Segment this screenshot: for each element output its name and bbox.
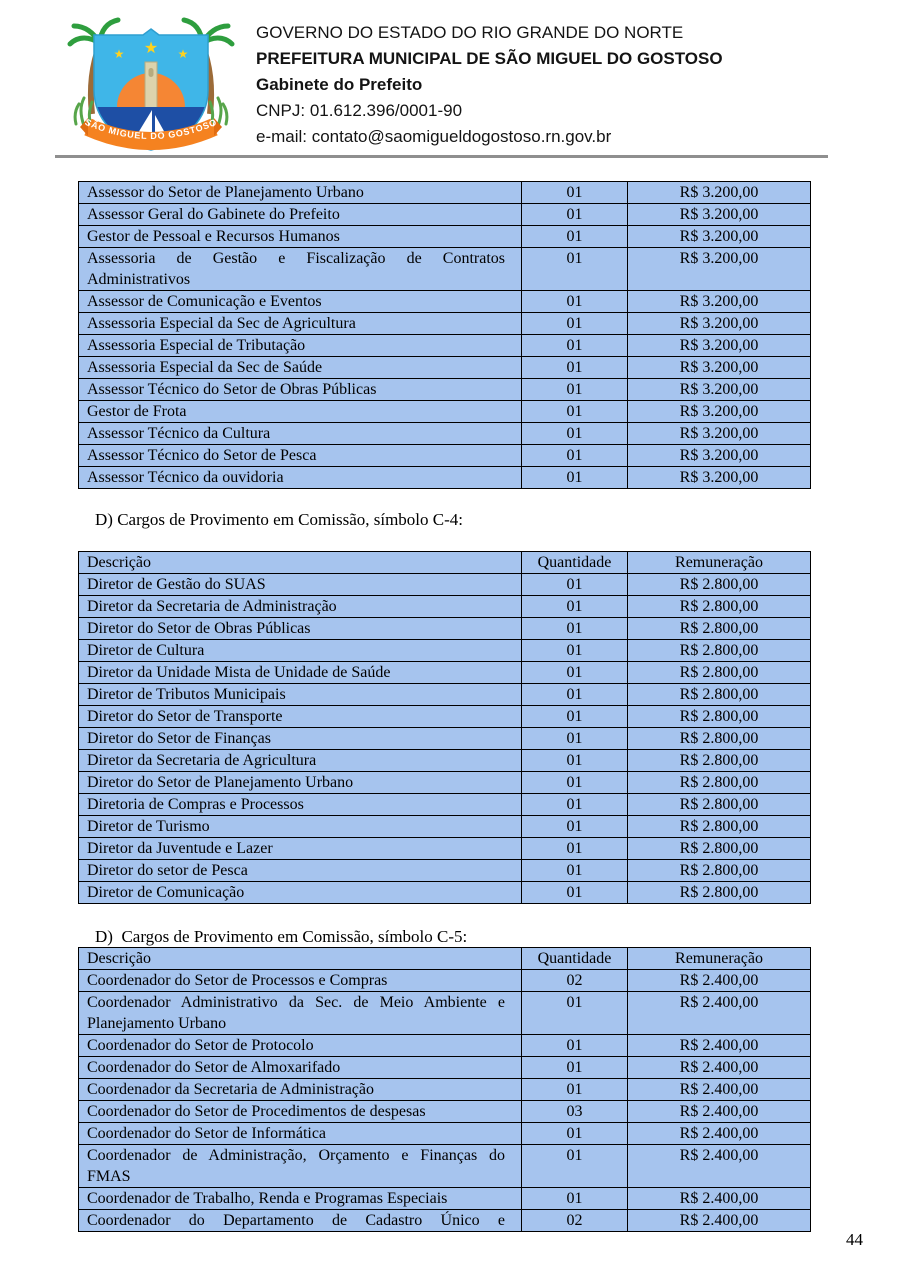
cell-quantidade: 01 xyxy=(522,1057,628,1079)
cell-descricao: Coordenador do Setor de Almoxarifado xyxy=(79,1057,522,1079)
cell-quantidade: 01 xyxy=(522,1035,628,1057)
cell-descricao: Diretor da Secretaria de Agricultura xyxy=(79,750,522,772)
table-row xyxy=(79,1035,811,1057)
cell-remuneracao: R$ 2.800,00 xyxy=(628,574,811,596)
table-row xyxy=(79,596,811,618)
cell-remuneracao: R$ 2.400,00 xyxy=(628,992,811,1035)
cell-remuneracao: R$ 2.800,00 xyxy=(628,860,811,882)
cell-remuneracao: R$ 2.800,00 xyxy=(628,596,811,618)
star-icon: ★ xyxy=(113,47,125,61)
cell-quantidade: 02 xyxy=(522,1210,628,1232)
cell-quantidade: 01 xyxy=(522,291,628,313)
star-icon: ★ xyxy=(177,47,189,61)
cell-quantidade: 01 xyxy=(522,335,628,357)
cell-remuneracao: R$ 2.400,00 xyxy=(628,1210,811,1232)
cell-quantidade: 01 xyxy=(522,1123,628,1145)
table-row xyxy=(79,860,811,882)
cell-remuneracao: R$ 2.400,00 xyxy=(628,1101,811,1123)
cell-remuneracao: R$ 2.400,00 xyxy=(628,1145,811,1188)
cell-quantidade: 01 xyxy=(522,838,628,860)
cell-remuneracao: R$ 3.200,00 xyxy=(628,445,811,467)
cell-descricao: Coordenador de Trabalho, Renda e Programas Especiais xyxy=(79,1188,522,1210)
cell-remuneracao: R$ 3.200,00 xyxy=(628,335,811,357)
table-row xyxy=(79,794,811,816)
cell-descricao: Diretor de Cultura xyxy=(79,640,522,662)
cell-quantidade: 01 xyxy=(522,1188,628,1210)
cell-descricao: Diretor da Secretaria de Administração xyxy=(79,596,522,618)
table-row xyxy=(79,1188,811,1210)
cell-remuneracao: R$ 2.800,00 xyxy=(628,640,811,662)
cell-descricao: Diretor da Unidade Mista de Unidade de Saúde xyxy=(79,662,522,684)
cell-remuneracao: R$ 3.200,00 xyxy=(628,248,811,291)
cell-quantidade: 01 xyxy=(522,816,628,838)
table-row xyxy=(79,204,811,226)
cell-remuneracao: R$ 3.200,00 xyxy=(628,401,811,423)
cell-descricao: Assessor Técnico do Setor de Pesca xyxy=(79,445,522,467)
cell-quantidade: 01 xyxy=(522,992,628,1035)
cell-quantidade: 02 xyxy=(522,970,628,992)
table-row xyxy=(79,248,811,291)
cell-descricao: Diretor do Setor de Transporte xyxy=(79,706,522,728)
column-header-quantidade: Quantidade xyxy=(522,552,628,574)
cell-descricao: Assessor Técnico da Cultura xyxy=(79,423,522,445)
cell-descricao: Diretor de Comunicação xyxy=(79,882,522,904)
cell-descricao: Assessoria Especial de Tributação xyxy=(79,335,522,357)
cell-descricao: Assessor Técnico da ouvidoria xyxy=(79,467,522,489)
cell-quantidade: 01 xyxy=(522,445,628,467)
cell-descricao: Gestor de Frota xyxy=(79,401,522,423)
header-divider xyxy=(55,155,828,158)
cell-descricao: Assessor do Setor de Planejamento Urbano xyxy=(79,182,522,204)
table-row xyxy=(79,750,811,772)
cell-quantidade: 01 xyxy=(522,423,628,445)
cell-quantidade: 03 xyxy=(522,1101,628,1123)
cell-remuneracao: R$ 2.800,00 xyxy=(628,750,811,772)
table-row xyxy=(79,574,811,596)
cell-remuneracao: R$ 2.400,00 xyxy=(628,970,811,992)
section-heading-c5: D) Cargos de Provimento em Comissão, símbolo C-5: xyxy=(95,927,468,946)
cell-remuneracao: R$ 2.800,00 xyxy=(628,838,811,860)
cell-quantidade: 01 xyxy=(522,574,628,596)
table-row xyxy=(79,445,811,467)
column-header-remuneracao: Remuneração xyxy=(628,948,811,970)
cell-descricao: Assessor Geral do Gabinete do Prefeito xyxy=(79,204,522,226)
municipal-coat-of-arms-logo xyxy=(62,14,240,156)
table-row xyxy=(79,1123,811,1145)
office-line: Gabinete do Prefeito xyxy=(256,75,423,94)
cell-descricao: Diretor do Setor de Planejamento Urbano xyxy=(79,772,522,794)
table-row xyxy=(79,684,811,706)
table-row xyxy=(79,379,811,401)
cell-descricao: Diretor do Setor de Obras Públicas xyxy=(79,618,522,640)
cell-remuneracao: R$ 3.200,00 xyxy=(628,204,811,226)
page-number: 44 xyxy=(846,1230,863,1249)
cell-descricao: Diretor da Juventude e Lazer xyxy=(79,838,522,860)
cell-quantidade: 01 xyxy=(522,467,628,489)
cell-quantidade: 01 xyxy=(522,313,628,335)
cell-remuneracao: R$ 2.400,00 xyxy=(628,1035,811,1057)
cell-descricao: Diretor do Setor de Finanças xyxy=(79,728,522,750)
cell-remuneracao: R$ 2.400,00 xyxy=(628,1079,811,1101)
cell-descricao: Diretor de Gestão do SUAS xyxy=(79,574,522,596)
table-row xyxy=(79,816,811,838)
table-row xyxy=(79,182,811,204)
municipality-line: PREFEITURA MUNICIPAL DE SÃO MIGUEL DO GOSTOSO xyxy=(256,49,723,68)
column-header-descricao: Descrição xyxy=(79,552,522,574)
cell-descricao: Coordenador do Setor de Protocolo xyxy=(79,1035,522,1057)
cell-remuneracao: R$ 2.400,00 xyxy=(628,1057,811,1079)
cell-quantidade: 01 xyxy=(522,379,628,401)
cell-quantidade: 01 xyxy=(522,357,628,379)
cell-quantidade: 01 xyxy=(522,684,628,706)
cell-descricao: Coordenador Administrativo da Sec. de Meio Ambiente e Planejamento Urbano xyxy=(79,992,522,1035)
cell-remuneracao: R$ 3.200,00 xyxy=(628,291,811,313)
cell-quantidade: 01 xyxy=(522,794,628,816)
table-row xyxy=(79,357,811,379)
cell-remuneracao: R$ 2.800,00 xyxy=(628,728,811,750)
cell-descricao: Coordenador da Secretaria de Administração xyxy=(79,1079,522,1101)
cell-descricao: Coordenador do Setor de Informática xyxy=(79,1123,522,1145)
cell-descricao: Assessoria Especial da Sec de Saúde xyxy=(79,357,522,379)
table-row xyxy=(79,1145,811,1188)
table-row xyxy=(79,1210,811,1232)
cell-quantidade: 01 xyxy=(522,662,628,684)
table-row xyxy=(79,1079,811,1101)
table-row xyxy=(79,728,811,750)
cell-quantidade: 01 xyxy=(522,882,628,904)
cell-remuneracao: R$ 3.200,00 xyxy=(628,423,811,445)
table-row xyxy=(79,423,811,445)
cell-quantidade: 01 xyxy=(522,706,628,728)
section-heading-c4: D) Cargos de Provimento em Comissão, símbolo C-4: xyxy=(95,510,464,529)
cell-quantidade: 01 xyxy=(522,772,628,794)
column-header-descricao: Descrição xyxy=(79,948,522,970)
table-row xyxy=(79,706,811,728)
table-row xyxy=(79,618,811,640)
table-row xyxy=(79,1101,811,1123)
table-cargos-c3 xyxy=(78,181,811,489)
cell-quantidade: 01 xyxy=(522,640,628,662)
table-row xyxy=(79,313,811,335)
cell-quantidade: 01 xyxy=(522,618,628,640)
cell-quantidade: 01 xyxy=(522,226,628,248)
cell-quantidade: 01 xyxy=(522,401,628,423)
table-header-row xyxy=(79,552,811,574)
table-row xyxy=(79,1057,811,1079)
table-row xyxy=(79,662,811,684)
table-row xyxy=(79,992,811,1035)
table-row xyxy=(79,882,811,904)
cell-quantidade: 01 xyxy=(522,860,628,882)
logo-banner-text: SÃO MIGUEL DO GOSTOSO xyxy=(83,116,219,142)
table-row xyxy=(79,335,811,357)
email-line: e-mail: contato@saomigueldogostoso.rn.gov.br xyxy=(256,127,612,146)
column-header-quantidade: Quantidade xyxy=(522,948,628,970)
cell-quantidade: 01 xyxy=(522,204,628,226)
star-icon: ★ xyxy=(143,38,159,57)
government-line: GOVERNO DO ESTADO DO RIO GRANDE DO NORTE xyxy=(256,23,684,42)
cell-remuneracao: R$ 3.200,00 xyxy=(628,313,811,335)
cell-quantidade: 01 xyxy=(522,750,628,772)
table-row xyxy=(79,772,811,794)
letterhead xyxy=(62,14,723,156)
cell-descricao: Diretor de Turismo xyxy=(79,816,522,838)
cell-quantidade: 01 xyxy=(522,1079,628,1101)
cell-remuneracao: R$ 2.800,00 xyxy=(628,618,811,640)
cell-remuneracao: R$ 2.400,00 xyxy=(628,1123,811,1145)
letterhead-text xyxy=(256,14,723,156)
table-row xyxy=(79,401,811,423)
cell-descricao: Diretoria de Compras e Processos xyxy=(79,794,522,816)
cell-remuneracao: R$ 3.200,00 xyxy=(628,379,811,401)
cell-descricao: Diretor do setor de Pesca xyxy=(79,860,522,882)
cell-descricao: Assessor Técnico do Setor de Obras Públicas xyxy=(79,379,522,401)
cell-descricao: Assessoria Especial da Sec de Agricultura xyxy=(79,313,522,335)
cnpj-line: CNPJ: 01.612.396/0001-90 xyxy=(256,101,463,120)
cell-descricao: Gestor de Pessoal e Recursos Humanos xyxy=(79,226,522,248)
table-header-row xyxy=(79,948,811,970)
table-row xyxy=(79,226,811,248)
table-row xyxy=(79,467,811,489)
cell-remuneracao: R$ 3.200,00 xyxy=(628,182,811,204)
cell-remuneracao: R$ 2.800,00 xyxy=(628,816,811,838)
column-header-remuneracao: Remuneração xyxy=(628,552,811,574)
table-row xyxy=(79,838,811,860)
cell-remuneracao: R$ 2.800,00 xyxy=(628,706,811,728)
cell-remuneracao: R$ 2.800,00 xyxy=(628,662,811,684)
table-row xyxy=(79,970,811,992)
table-cargos-c4 xyxy=(78,551,811,904)
cell-quantidade: 01 xyxy=(522,182,628,204)
cell-quantidade: 01 xyxy=(522,248,628,291)
cell-remuneracao: R$ 3.200,00 xyxy=(628,357,811,379)
cell-descricao: Coordenador do Departamento de Cadastro Único e xyxy=(79,1210,522,1232)
cell-quantidade: 01 xyxy=(522,596,628,618)
cell-descricao: Diretor de Tributos Municipais xyxy=(79,684,522,706)
cell-remuneracao: R$ 2.800,00 xyxy=(628,684,811,706)
coat-of-arms-icon xyxy=(62,14,240,156)
cell-quantidade: 01 xyxy=(522,728,628,750)
cell-descricao: Coordenador do Setor de Processos e Compras xyxy=(79,970,522,992)
cell-remuneracao: R$ 2.800,00 xyxy=(628,772,811,794)
cell-descricao: Assessoria de Gestão e Fiscalização de Contratos Administrativos xyxy=(79,248,522,291)
table-row xyxy=(79,640,811,662)
table-row xyxy=(79,291,811,313)
cell-descricao: Coordenador de Administração, Orçamento e Finanças do FMAS xyxy=(79,1145,522,1188)
cell-remuneracao: R$ 2.800,00 xyxy=(628,794,811,816)
cell-remuneracao: R$ 3.200,00 xyxy=(628,226,811,248)
cell-quantidade: 01 xyxy=(522,1145,628,1188)
cell-remuneracao: R$ 2.400,00 xyxy=(628,1188,811,1210)
table-cargos-c5 xyxy=(78,947,811,1232)
cell-descricao: Coordenador do Setor de Procedimentos de despesas xyxy=(79,1101,522,1123)
cell-remuneracao: R$ 3.200,00 xyxy=(628,467,811,489)
cell-descricao: Assessor de Comunicação e Eventos xyxy=(79,291,522,313)
cell-remuneracao: R$ 2.800,00 xyxy=(628,882,811,904)
